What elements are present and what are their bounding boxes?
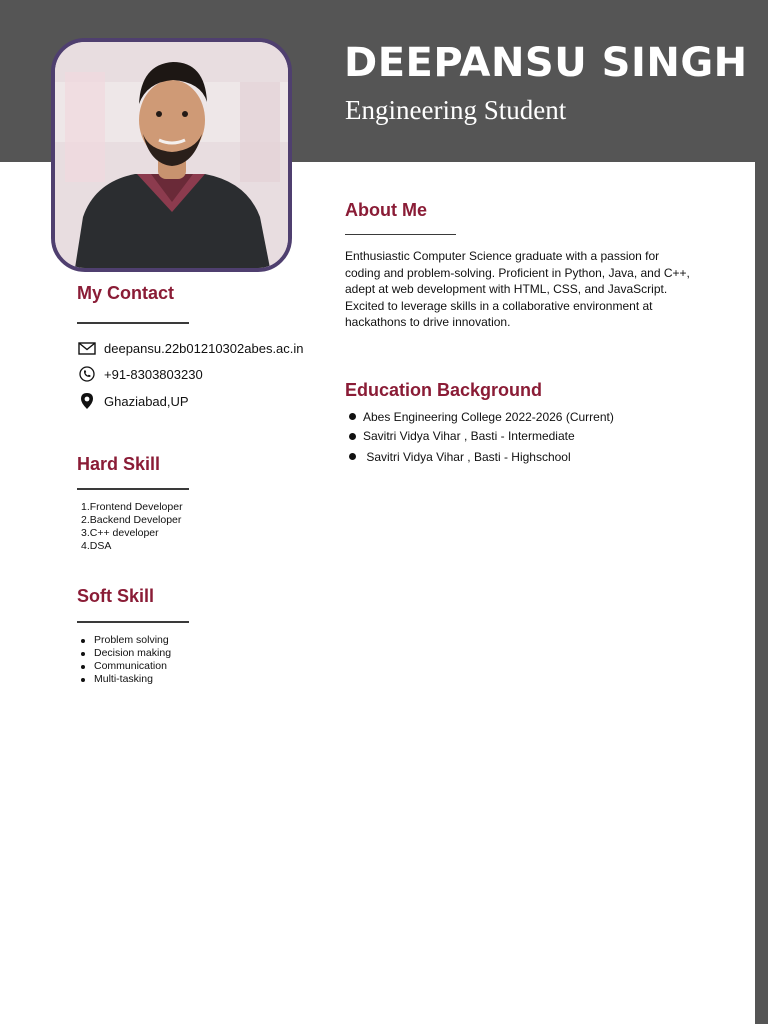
education-heading: Education Background: [345, 380, 543, 400]
right-edge-strip: [755, 162, 768, 1024]
profile-photo: [51, 38, 292, 272]
soft-skill-divider: [77, 621, 189, 623]
education-item-text: Abes Engineering College 2022-2026 (Current): [363, 409, 614, 424]
contact-heading: My Contact: [77, 283, 175, 303]
soft-skill-item: Communication: [94, 660, 171, 673]
profile-photo-illustration: [55, 42, 288, 268]
bullet-icon: [349, 453, 356, 460]
hard-skill-item: 3.C++ developer: [81, 527, 159, 539]
contact-email-text: deepansu.22b01210302abes.ac.in: [104, 340, 304, 356]
education-item: [349, 407, 614, 427]
hard-skill-heading: Hard Skill: [77, 454, 161, 474]
education-item-text: Savitri Vidya Vihar , Basti - Intermediate: [363, 429, 575, 444]
location-pin-icon: [77, 392, 97, 410]
hard-skill-item: 1.Frontend Developer: [81, 501, 183, 513]
education-item-text: Savitri Vidya Vihar , Basti - Highschool: [363, 449, 571, 464]
soft-skill-item: Decision making: [94, 647, 172, 659]
bullet-icon: [349, 433, 356, 440]
person-name: DEEPANSU SINGH: [344, 40, 748, 86]
hard-skill-item: 4.DSA: [81, 540, 112, 552]
phone-icon: [77, 365, 97, 383]
education-item: [349, 447, 614, 467]
contact-email[interactable]: [77, 338, 304, 358]
mail-icon: [77, 339, 97, 357]
job-title: Engineering Student: [345, 95, 567, 125]
hard-skill-list: [81, 501, 183, 553]
contact-divider: [77, 322, 189, 324]
education-list: [349, 407, 614, 467]
contact-phone-text: +91-8303803230: [104, 366, 203, 382]
contact-location-text: Ghaziabad,UP: [104, 393, 189, 409]
soft-skill-item: Problem solving: [94, 634, 171, 647]
contact-phone[interactable]: [77, 364, 203, 384]
about-text: Enthusiastic Computer Science graduate with a passion for coding and problem-solving. Proficient in Python, Java, and C++, adept at web development with HTML, CSS, and JavaScript. Excited to leverage skills in a collaborative environment at hackathons to drive innovation.: [345, 249, 690, 329]
bullet-icon: [349, 413, 356, 420]
soft-skill-item: Multi-tasking: [94, 673, 171, 686]
education-item: [349, 427, 614, 447]
hard-skill-divider: [77, 488, 189, 490]
soft-skill-heading: Soft Skill: [77, 586, 155, 606]
about-divider: [345, 234, 456, 235]
soft-skill-list: [94, 634, 171, 686]
about-heading: About Me: [345, 200, 427, 220]
contact-location: [77, 391, 189, 411]
hard-skill-item: 2.Backend Developer: [81, 514, 182, 526]
